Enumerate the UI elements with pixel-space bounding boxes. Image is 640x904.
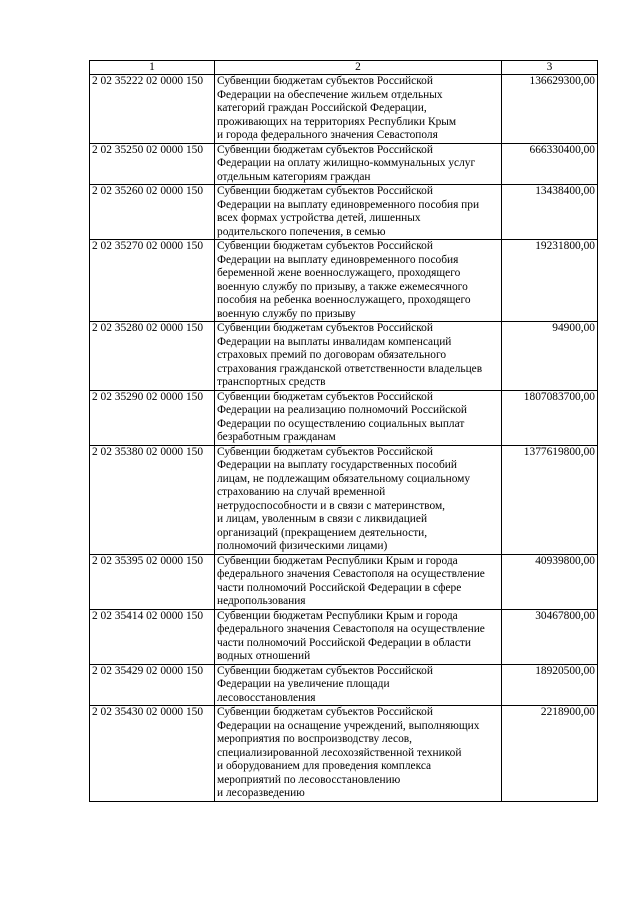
amount-cell: 19231800,00 — [502, 240, 598, 322]
table-row — [90, 554, 598, 609]
description-cell: Субвенции бюджетам субъектов Российской Федерации на выплаты инвалидам компенсаций страховых премий по договорам обязательного страхования гражданской ответственности владельцев транспортных средств — [215, 322, 502, 391]
column-number-2: 2 — [215, 61, 502, 75]
column-number-3: 3 — [502, 61, 598, 75]
description-cell: Субвенции бюджетам субъектов Российской Федерации на оснащение учреждений, выполняющих мероприятия по воспроизводству лесов, специализированной лесохозяйственной техникой и оборудованием для проведения комплекса мероприятий по лесовосстановлению и лесоразведению — [215, 706, 502, 802]
budget-code-cell: 2 02 35395 02 0000 150 — [90, 554, 215, 609]
table-row — [90, 664, 598, 706]
budget-code-cell: 2 02 35380 02 0000 150 — [90, 445, 215, 554]
budget-code-cell: 2 02 35430 02 0000 150 — [90, 706, 215, 802]
description-cell: Субвенции бюджетам Республики Крым и города федерального значения Севастополя на осуществление части полномочий Российской Федерации в сфере недропользования — [215, 554, 502, 609]
budget-table — [89, 60, 598, 802]
table-row — [90, 445, 598, 554]
amount-cell: 30467800,00 — [502, 609, 598, 664]
description-cell: Субвенции бюджетам субъектов Российской Федерации на реализацию полномочий Российской Федерации по осуществлению социальных выплат безработным гражданам — [215, 390, 502, 445]
column-number-1: 1 — [90, 61, 215, 75]
description-cell: Субвенции бюджетам субъектов Российской Федерации на обеспечение жильем отдельных категорий граждан Российской Федерации, проживающих на территориях Республики Крым и города федерального значения Севастополя — [215, 75, 502, 144]
table-row — [90, 240, 598, 322]
amount-cell: 1807083700,00 — [502, 390, 598, 445]
description-cell: Субвенции бюджетам Республики Крым и города федерального значения Севастополя на осуществление части полномочий Российской Федерации в области водных отношений — [215, 609, 502, 664]
description-cell: Субвенции бюджетам субъектов Российской Федерации на выплату единовременного пособия беременной жене военнослужащего, проходящего военную службу по призыву, а также ежемесячного пособия на ребенка военнослужащего, проходящего военную службу по призыву — [215, 240, 502, 322]
amount-cell: 18920500,00 — [502, 664, 598, 706]
table-header-row — [90, 61, 598, 75]
description-cell: Субвенции бюджетам субъектов Российской Федерации на выплату государственных пособий лицам, не подлежащим обязательному социальному страхованию на случай временной нетрудоспособности и в связи с материнством, и лицам, уволенным в связи с ликвидацией организаций (прекращением деятельности, полномочий физическими лицами) — [215, 445, 502, 554]
budget-code-cell: 2 02 35250 02 0000 150 — [90, 143, 215, 185]
amount-cell: 13438400,00 — [502, 185, 598, 240]
amount-cell: 94900,00 — [502, 322, 598, 391]
budget-code-cell: 2 02 35290 02 0000 150 — [90, 390, 215, 445]
amount-cell: 136629300,00 — [502, 75, 598, 144]
table-row — [90, 322, 598, 391]
budget-code-cell: 2 02 35429 02 0000 150 — [90, 664, 215, 706]
budget-code-cell: 2 02 35280 02 0000 150 — [90, 322, 215, 391]
amount-cell: 1377619800,00 — [502, 445, 598, 554]
budget-code-cell: 2 02 35260 02 0000 150 — [90, 185, 215, 240]
amount-cell: 666330400,00 — [502, 143, 598, 185]
budget-code-cell: 2 02 35414 02 0000 150 — [90, 609, 215, 664]
table-row — [90, 143, 598, 185]
description-cell: Субвенции бюджетам субъектов Российской Федерации на оплату жилищно-коммунальных услуг отдельным категориям граждан — [215, 143, 502, 185]
budget-code-cell: 2 02 35222 02 0000 150 — [90, 75, 215, 144]
table-row — [90, 185, 598, 240]
amount-cell: 2218900,00 — [502, 706, 598, 802]
amount-cell: 40939800,00 — [502, 554, 598, 609]
budget-code-cell: 2 02 35270 02 0000 150 — [90, 240, 215, 322]
table-row — [90, 609, 598, 664]
budget-table-body — [90, 61, 598, 802]
table-row — [90, 706, 598, 802]
table-row — [90, 390, 598, 445]
description-cell: Субвенции бюджетам субъектов Российской Федерации на выплату единовременного пособия при всех формах устройства детей, лишенных родительского попечения, в семью — [215, 185, 502, 240]
table-row — [90, 75, 598, 144]
description-cell: Субвенции бюджетам субъектов Российской Федерации на увеличение площади лесовосстановления — [215, 664, 502, 706]
document-page — [89, 60, 597, 802]
